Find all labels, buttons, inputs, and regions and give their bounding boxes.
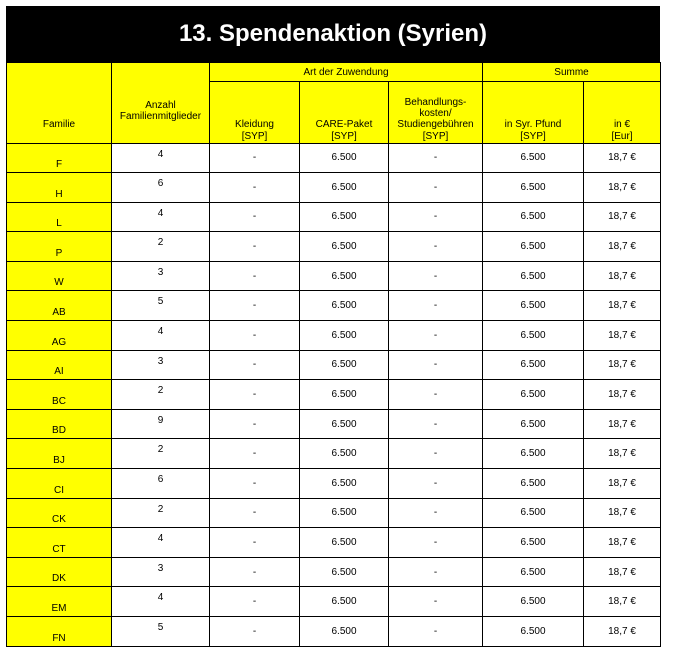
header-euro: in € (584, 82, 661, 131)
cell-familie: CK (7, 498, 112, 528)
cell-care: 6.500 (300, 409, 389, 439)
cell-euro: 18,7 € (584, 587, 661, 617)
cell-behandlung: - (389, 617, 483, 647)
cell-behandlung: - (389, 232, 483, 262)
cell-pfund: 6.500 (483, 321, 584, 351)
cell-kleidung: - (210, 528, 300, 558)
cell-pfund: 6.500 (483, 350, 584, 380)
cell-behandlung: - (389, 409, 483, 439)
cell-kleidung: - (210, 498, 300, 528)
cell-pfund: 6.500 (483, 498, 584, 528)
cell-anzahl: 3 (112, 350, 210, 380)
cell-care: 6.500 (300, 587, 389, 617)
cell-kleidung: - (210, 173, 300, 203)
cell-euro: 18,7 € (584, 143, 661, 173)
header-unit-blank2 (112, 131, 210, 144)
cell-behandlung: - (389, 557, 483, 587)
cell-behandlung: - (389, 439, 483, 469)
cell-familie: F (7, 143, 112, 173)
cell-familie: BD (7, 409, 112, 439)
cell-familie: FN (7, 617, 112, 647)
cell-anzahl: 4 (112, 528, 210, 558)
cell-anzahl: 4 (112, 587, 210, 617)
cell-familie: EM (7, 587, 112, 617)
cell-euro: 18,7 € (584, 409, 661, 439)
header-beh-line3: Studiengebühren (397, 118, 474, 130)
table-row (7, 261, 661, 291)
table-row (7, 409, 661, 439)
cell-familie: P (7, 232, 112, 262)
cell-anzahl: 4 (112, 321, 210, 351)
cell-pfund: 6.500 (483, 232, 584, 262)
unit-pfund: [SYP] (483, 131, 584, 144)
cell-anzahl: 3 (112, 557, 210, 587)
cell-euro: 18,7 € (584, 439, 661, 469)
cell-euro: 18,7 € (584, 291, 661, 321)
header-pfund: in Syr. Pfund (483, 82, 584, 131)
cell-behandlung: - (389, 143, 483, 173)
cell-pfund: 6.500 (483, 202, 584, 232)
table-row (7, 143, 661, 173)
cell-familie: DK (7, 557, 112, 587)
cell-pfund: 6.500 (483, 143, 584, 173)
cell-kleidung: - (210, 380, 300, 410)
header-anzahl (112, 82, 210, 131)
cell-care: 6.500 (300, 498, 389, 528)
cell-care: 6.500 (300, 557, 389, 587)
cell-euro: 18,7 € (584, 557, 661, 587)
table-row (7, 350, 661, 380)
cell-pfund: 6.500 (483, 587, 584, 617)
cell-familie: CT (7, 528, 112, 558)
header-kleidung: Kleidung (210, 82, 300, 131)
cell-pfund: 6.500 (483, 173, 584, 203)
cell-pfund: 6.500 (483, 439, 584, 469)
cell-care: 6.500 (300, 143, 389, 173)
cell-behandlung: - (389, 469, 483, 499)
cell-behandlung: - (389, 202, 483, 232)
unit-care: [SYP] (300, 131, 389, 144)
cell-euro: 18,7 € (584, 469, 661, 499)
cell-euro: 18,7 € (584, 350, 661, 380)
cell-pfund: 6.500 (483, 261, 584, 291)
cell-care: 6.500 (300, 380, 389, 410)
cell-anzahl: 2 (112, 232, 210, 262)
table-row (7, 232, 661, 262)
table-row (7, 498, 661, 528)
header-group-summe: Summe (483, 63, 661, 82)
header-familie: Familie (7, 82, 112, 131)
cell-anzahl: 2 (112, 380, 210, 410)
cell-care: 6.500 (300, 617, 389, 647)
table-row (7, 291, 661, 321)
cell-care: 6.500 (300, 291, 389, 321)
table-row (7, 202, 661, 232)
page-title: 13. Spendenaktion (Syrien) (6, 6, 660, 62)
cell-kleidung: - (210, 202, 300, 232)
cell-kleidung: - (210, 409, 300, 439)
cell-familie: W (7, 261, 112, 291)
header-blank-familie (7, 63, 112, 82)
cell-euro: 18,7 € (584, 498, 661, 528)
cell-anzahl: 9 (112, 409, 210, 439)
cell-kleidung: - (210, 617, 300, 647)
cell-kleidung: - (210, 261, 300, 291)
cell-anzahl: 6 (112, 173, 210, 203)
cell-care: 6.500 (300, 261, 389, 291)
header-behandlung (389, 82, 483, 131)
header-group-art: Art der Zuwendung (210, 63, 483, 82)
unit-beh: [SYP] (389, 131, 483, 144)
table-row (7, 469, 661, 499)
cell-care: 6.500 (300, 173, 389, 203)
cell-euro: 18,7 € (584, 321, 661, 351)
header-care: CARE-Paket (300, 82, 389, 131)
cell-behandlung: - (389, 498, 483, 528)
cell-familie: AG (7, 321, 112, 351)
table-row (7, 587, 661, 617)
cell-kleidung: - (210, 350, 300, 380)
cell-familie: AB (7, 291, 112, 321)
cell-euro: 18,7 € (584, 380, 661, 410)
cell-pfund: 6.500 (483, 617, 584, 647)
cell-anzahl: 3 (112, 261, 210, 291)
table-row (7, 439, 661, 469)
cell-anzahl: 2 (112, 439, 210, 469)
cell-care: 6.500 (300, 528, 389, 558)
cell-euro: 18,7 € (584, 232, 661, 262)
unit-euro: [Eur] (584, 131, 661, 144)
header-blank-anzahl (112, 63, 210, 82)
cell-pfund: 6.500 (483, 469, 584, 499)
cell-care: 6.500 (300, 439, 389, 469)
cell-familie: BJ (7, 439, 112, 469)
table-row (7, 528, 661, 558)
cell-kleidung: - (210, 469, 300, 499)
cell-pfund: 6.500 (483, 528, 584, 558)
cell-familie: L (7, 202, 112, 232)
cell-pfund: 6.500 (483, 557, 584, 587)
cell-familie: AI (7, 350, 112, 380)
cell-anzahl: 6 (112, 469, 210, 499)
table-row (7, 321, 661, 351)
table-header (7, 63, 661, 144)
table-row (7, 617, 661, 647)
cell-kleidung: - (210, 439, 300, 469)
cell-behandlung: - (389, 291, 483, 321)
cell-euro: 18,7 € (584, 202, 661, 232)
cell-anzahl: 5 (112, 617, 210, 647)
table-row (7, 557, 661, 587)
cell-behandlung: - (389, 261, 483, 291)
donation-table (6, 62, 661, 647)
cell-kleidung: - (210, 321, 300, 351)
cell-anzahl: 5 (112, 291, 210, 321)
table-row (7, 173, 661, 203)
cell-familie: CI (7, 469, 112, 499)
cell-care: 6.500 (300, 202, 389, 232)
cell-anzahl: 2 (112, 498, 210, 528)
header-unit-blank1 (7, 131, 112, 144)
cell-euro: 18,7 € (584, 173, 661, 203)
cell-care: 6.500 (300, 321, 389, 351)
cell-behandlung: - (389, 587, 483, 617)
cell-care: 6.500 (300, 350, 389, 380)
cell-behandlung: - (389, 350, 483, 380)
header-beh-line1: Behandlungs- (404, 96, 467, 108)
header-anzahl-line2: Familienmitglieder (119, 110, 202, 122)
cell-anzahl: 4 (112, 143, 210, 173)
cell-familie: H (7, 173, 112, 203)
spreadsheet (6, 6, 660, 647)
cell-pfund: 6.500 (483, 409, 584, 439)
header-beh-line2: kosten/ (419, 107, 452, 119)
cell-pfund: 6.500 (483, 380, 584, 410)
cell-kleidung: - (210, 143, 300, 173)
cell-euro: 18,7 € (584, 617, 661, 647)
cell-kleidung: - (210, 557, 300, 587)
cell-anzahl: 4 (112, 202, 210, 232)
cell-kleidung: - (210, 291, 300, 321)
cell-kleidung: - (210, 587, 300, 617)
cell-pfund: 6.500 (483, 291, 584, 321)
cell-behandlung: - (389, 380, 483, 410)
cell-care: 6.500 (300, 232, 389, 262)
cell-care: 6.500 (300, 469, 389, 499)
cell-euro: 18,7 € (584, 528, 661, 558)
header-anzahl-line1: Anzahl (145, 99, 176, 111)
cell-kleidung: - (210, 232, 300, 262)
cell-behandlung: - (389, 173, 483, 203)
table-body (7, 143, 661, 646)
cell-behandlung: - (389, 321, 483, 351)
cell-euro: 18,7 € (584, 261, 661, 291)
cell-behandlung: - (389, 528, 483, 558)
cell-familie: BC (7, 380, 112, 410)
table-row (7, 380, 661, 410)
unit-kleidung: [SYP] (210, 131, 300, 144)
